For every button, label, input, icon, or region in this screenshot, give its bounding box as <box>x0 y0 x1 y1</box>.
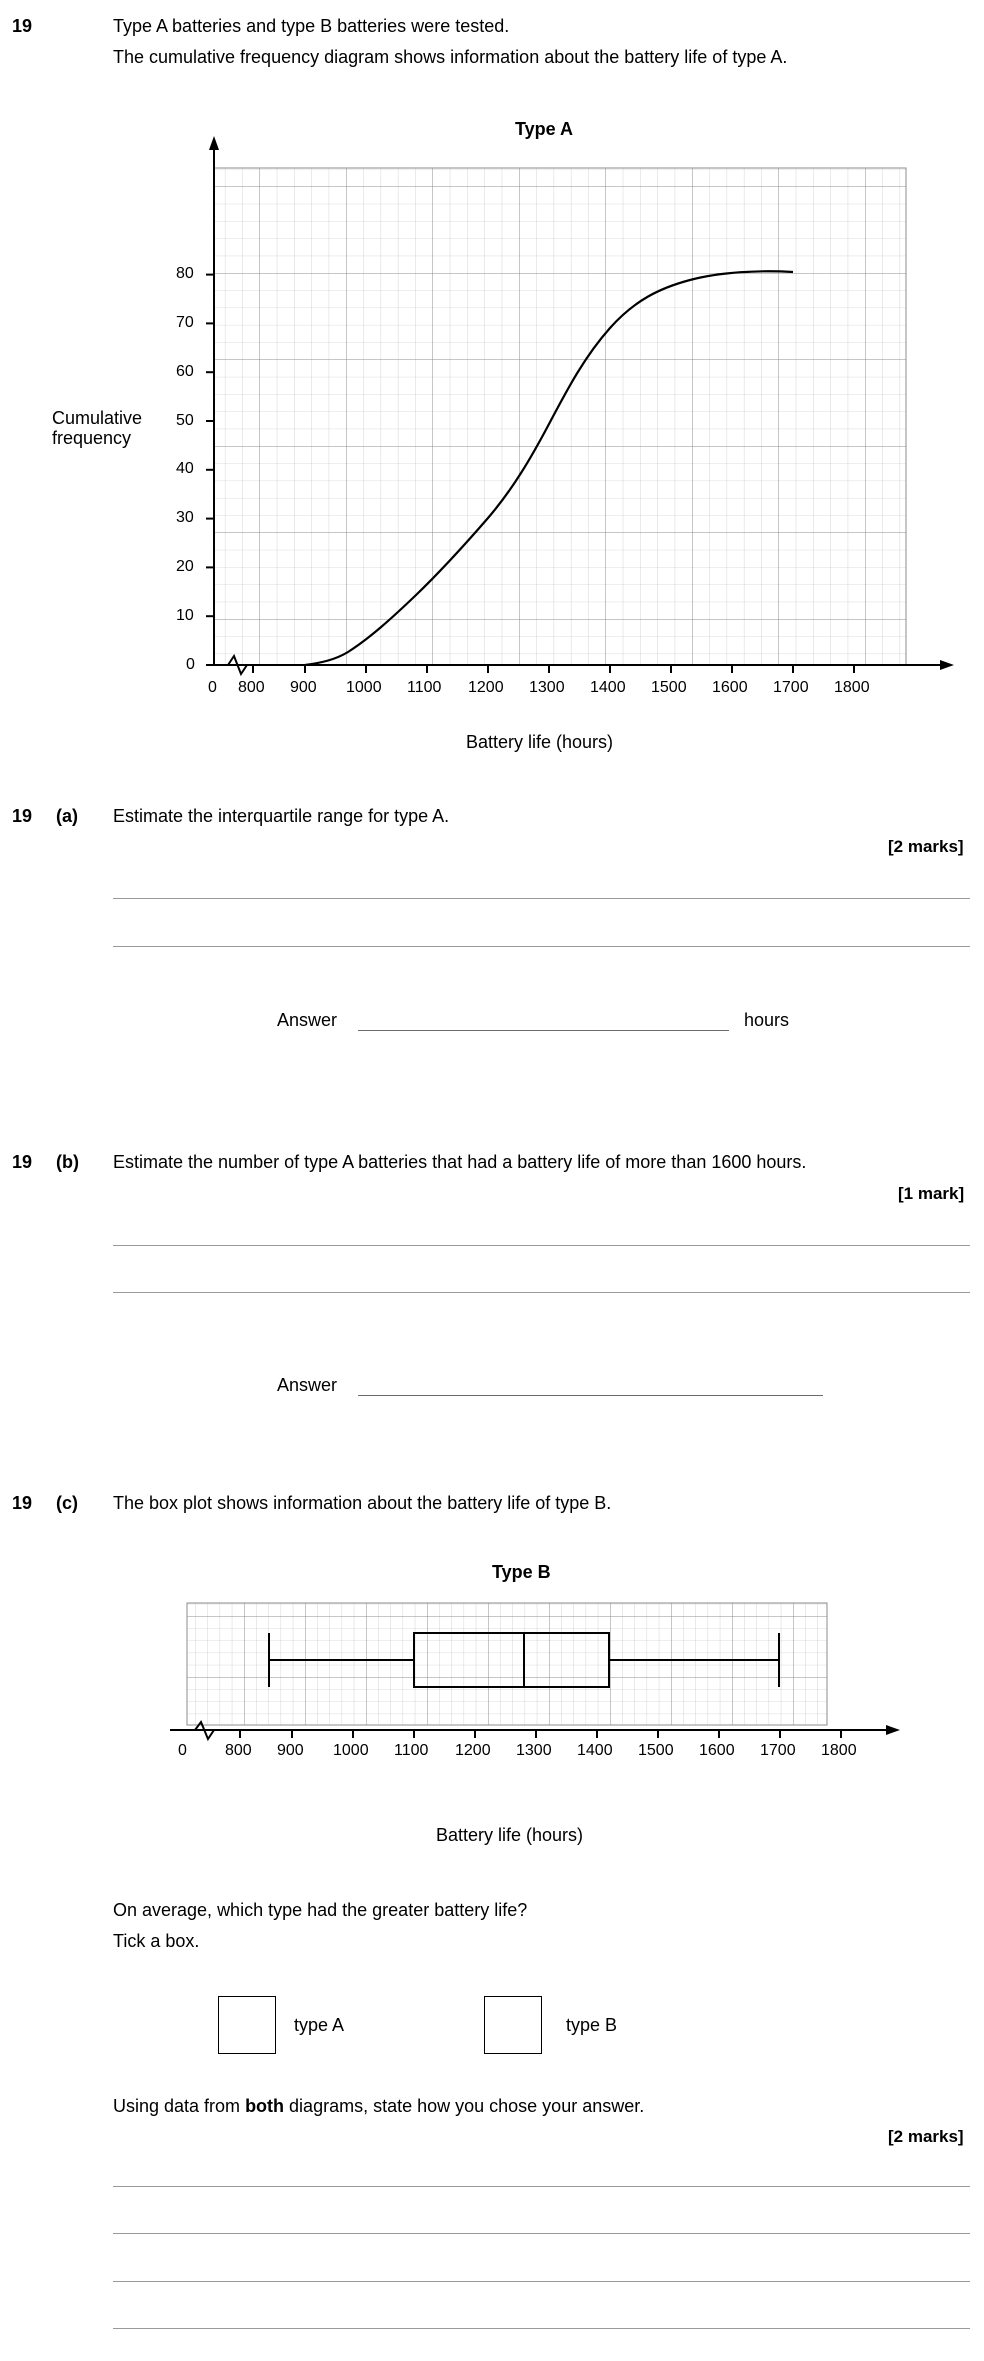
part-b-number: 19 <box>12 1152 33 1172</box>
question-number: 19 <box>12 16 33 36</box>
answer-rule[interactable] <box>113 1245 970 1246</box>
part-c-question-line2: Tick a box. <box>113 1931 200 1951</box>
answer-rule[interactable] <box>113 898 970 899</box>
part-a-marks: [2 marks] <box>888 837 964 856</box>
chart-a-ytick-50: 50 <box>176 412 194 429</box>
chart-b-xtick-1500: 1500 <box>638 1742 674 1759</box>
chart-a-ytick-70: 70 <box>176 314 194 331</box>
chart-a-gridlines <box>214 168 906 665</box>
chart-a-y-axis-label-line2: frequency <box>52 428 132 448</box>
chart-b-title: Type B <box>492 1562 551 1582</box>
chart-b-xtick-1200: 1200 <box>455 1742 491 1759</box>
chart-a-ytick-80: 80 <box>176 265 194 282</box>
tickbox-label-type-a: type A <box>294 2015 345 2035</box>
chart-a-xtick-1400: 1400 <box>590 679 626 696</box>
answer-rule[interactable] <box>113 2186 970 2187</box>
chart-a-y-axis-label-line1: Cumulative <box>52 408 143 428</box>
chart-a-xtick-1100: 1100 <box>407 679 442 696</box>
chart-a-xtick-1800: 1800 <box>834 679 870 696</box>
chart-a-x-axis-title: Battery life (hours) <box>466 732 614 752</box>
chart-a-xtick-900: 900 <box>290 679 317 696</box>
part-c-final-prompt <box>113 2096 644 2117</box>
chart-b-xtick-1700: 1700 <box>760 1742 796 1759</box>
chart-a-xtick-1200: 1200 <box>468 679 504 696</box>
part-b-answer-label: Answer <box>277 1375 338 1395</box>
chart-a-ytick-40: 40 <box>176 460 194 477</box>
answer-rule[interactable] <box>113 946 970 947</box>
tickbox-type-a[interactable] <box>218 1996 276 2054</box>
part-a-answer-label: Answer <box>277 1010 338 1030</box>
chart-b-xtick-origin: 0 <box>178 1742 187 1759</box>
chart-b-gridlines <box>187 1603 827 1725</box>
part-b-text: Estimate the number of type A batteries that had a battery life of more than 1600 hours. <box>113 1152 807 1172</box>
part-c-number: 19 <box>12 1493 33 1513</box>
chart-b-xtick-1600: 1600 <box>699 1742 735 1759</box>
chart-a-xtick-1500: 1500 <box>651 679 687 696</box>
chart-a-xtick-1600: 1600 <box>712 679 748 696</box>
chart-a-xtick-1000: 1000 <box>346 679 382 696</box>
part-c-text: The box plot shows information about the battery life of type B. <box>113 1493 612 1513</box>
final-prompt-pre: Using data from <box>113 2096 246 2116</box>
question-intro-line1: Type A batteries and type B batteries were tested. <box>113 16 510 36</box>
part-b-answer-line[interactable] <box>358 1395 823 1396</box>
chart-a-xtick-1700: 1700 <box>773 679 809 696</box>
chart-a-ytick-0: 0 <box>186 656 195 673</box>
chart-a-xtick-origin: 0 <box>208 679 217 696</box>
answer-rule[interactable] <box>113 1292 970 1293</box>
part-a-number: 19 <box>12 806 33 826</box>
part-c-marks: [2 marks] <box>888 2127 964 2146</box>
part-a-answer-line[interactable] <box>358 1030 729 1031</box>
chart-b-xtick-1800: 1800 <box>821 1742 857 1759</box>
part-c-letter: (c) <box>56 1493 78 1513</box>
chart-a-ytick-30: 30 <box>176 509 194 526</box>
chart-b-xtick-900: 900 <box>277 1742 304 1759</box>
chart-b-xtick-1300: 1300 <box>516 1742 552 1759</box>
part-a-letter: (a) <box>56 806 78 826</box>
chart-a-xtick-800: 800 <box>238 679 265 696</box>
part-c-question-line1: On average, which type had the greater battery life? <box>113 1900 528 1920</box>
chart-b-x-axis-title: Battery life (hours) <box>436 1825 584 1845</box>
part-a-answer-unit: hours <box>744 1010 790 1030</box>
tickbox-type-b[interactable] <box>484 1996 542 2054</box>
answer-rule[interactable] <box>113 2281 970 2282</box>
question-intro-line2: The cumulative frequency diagram shows information about the battery life of type A. <box>113 47 788 67</box>
part-b-marks: [1 mark] <box>898 1184 965 1203</box>
answer-rule[interactable] <box>113 2233 970 2234</box>
chart-a-ytick-60: 60 <box>176 363 194 380</box>
chart-a-ytick-20: 20 <box>176 558 194 575</box>
chart-b-xtick-800: 800 <box>225 1742 252 1759</box>
chart-a-title: Type A <box>515 119 574 139</box>
chart-b-xtick-1100: 1100 <box>394 1742 429 1759</box>
chart-b-xtick-1400: 1400 <box>577 1742 613 1759</box>
chart-a-ytick-10: 10 <box>176 607 194 624</box>
answer-rule[interactable] <box>113 2328 970 2329</box>
chart-b-xtick-1000: 1000 <box>333 1742 369 1759</box>
chart-a-xtick-1300: 1300 <box>529 679 565 696</box>
tickbox-label-type-b: type B <box>566 2015 618 2035</box>
part-a-text: Estimate the interquartile range for type A. <box>113 806 450 826</box>
final-prompt-post: diagrams, state how you chose your answer. <box>284 2096 645 2116</box>
final-prompt-bold: both <box>245 2096 285 2116</box>
part-b-letter: (b) <box>56 1152 79 1172</box>
